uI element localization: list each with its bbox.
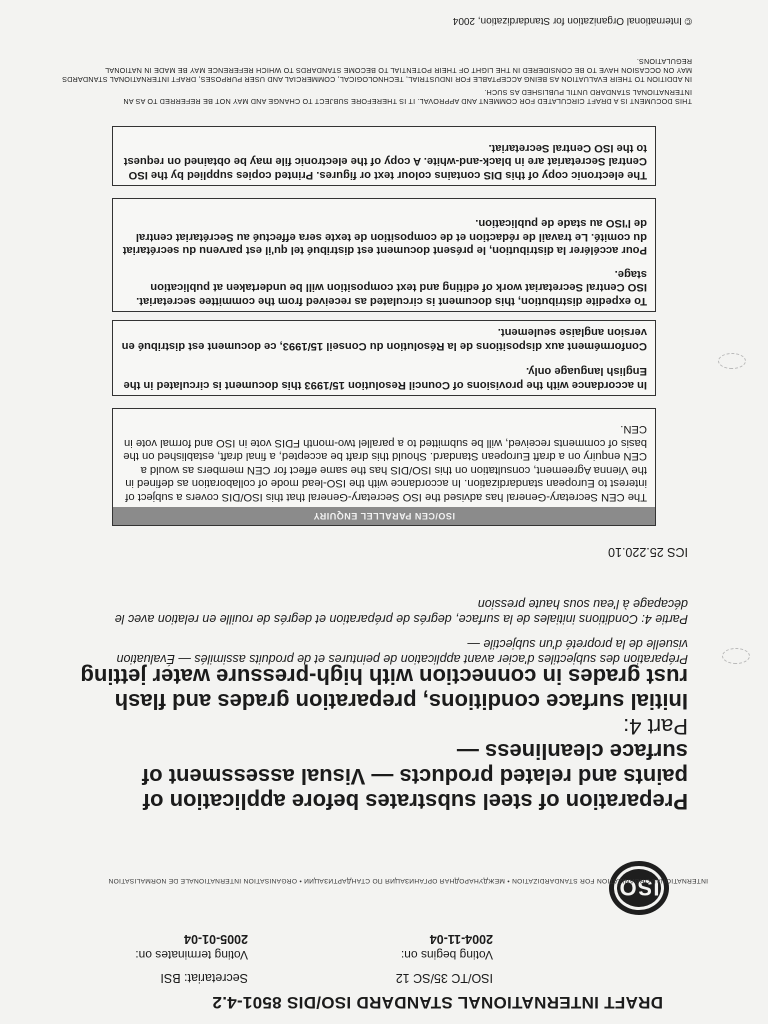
cen-parallel-enquiry-box <box>112 408 656 526</box>
cen-box-text: The CEN Secretary-General has advised the ISO Secretary-General that this ISO/DIS covers a subject of interest to European standardization. In accordance with the ISO-lead mode of collaboration as defined in the Vienna Agreement, consultation on this ISO/DIS has the same effect for CEN members as would a CEN enquiry on a draft European Standard. Should this draft be accepted, a final draft, established on the basis of comments received, will be submitted to a parallel two-month FDIS vote in ISO and formal vote in CEN. <box>123 423 647 503</box>
ics-code: ICS 25.220.10 <box>608 545 688 559</box>
distribution-notice-english: To expedite distribution, this document is circulated as received from the committee secretariat. ISO Central Secretariat work of editing and text composition will be undertaken at publication stage. <box>136 267 647 307</box>
colour-notice-text: The electronic copy of this DIS contains colour text or figures. Printed copies supplied by the ISO Central Secretariat are in black-and-white. A copy of the electronic file may be obtained on request to the ISO Central Secretariat. <box>123 141 647 181</box>
english-title-part: Part 4: <box>623 714 688 739</box>
distribution-notice-french: Pour accélérer la distribution, le présent document est distribué tel qu'il est parvenu du secrétariat du comité. Le travail de rédaction et de composition de texte sera effectué au Secrétariat central de l'ISO au stade de publication. <box>122 217 647 257</box>
committee-reference: ISO/TC 35/SC 12 <box>395 971 493 985</box>
english-title <box>78 664 688 814</box>
language-notice-french: Conformément aux dispositions de la Résolution du Conseil 15/1993, ce document est distribué en version anglaise seulement. <box>121 326 647 352</box>
disclaimer <box>62 53 692 106</box>
english-title-main: Preparation of steel substrates before application of paints and related products — Visual assessment of surface cleanliness — <box>141 739 688 814</box>
voting-begins-date: 2004-11-04 <box>429 932 493 946</box>
cen-box-header: ISO/CEN PARALLEL ENQUIRY <box>113 507 655 525</box>
iso-logo <box>607 858 671 918</box>
voting-terminates-date: 2005-01-04 <box>184 932 248 946</box>
secretariat: Secretariat: BSI <box>160 971 248 985</box>
english-title-sub: Initial surface conditions, preparation grades and flash rust grades in connection with high-pressure water jetting <box>80 664 688 714</box>
document-type-heading: DRAFT INTERNATIONAL STANDARD ISO/DIS 8501-4.2 <box>212 993 663 1012</box>
scan-smudge <box>718 353 746 369</box>
disclaimer-paragraph-2: IN ADDITION TO THEIR EVALUATION AS BEING ACCEPTABLE FOR INDUSTRIAL, TECHNOLOGICAL, COMMERCIAL AND USER PURPOSES, DRAFT INTERNATIONAL STANDARDS MAY ON OCCASION HAVE TO BE CONSIDERED IN THE LIGHT OF THEIR POTENTIAL TO BECOME STANDARDS TO WHICH REFERENCE MAY BE MADE IN NATIONAL REGULATIONS. <box>62 57 692 84</box>
french-title-main: Préparation des subjectiles d'acier avant application de peintures et de produits assimilés — Évaluation visuelle de la propreté d'un subjectile — <box>116 637 688 666</box>
french-title-part: Partie 4: Conditions initiales de la surface, degrés de préparation et degrés de rouille en relation avec le décapage à l'eau sous haute pression <box>114 597 688 626</box>
logo-text: ISO <box>618 875 660 900</box>
voting-begins-label: Voting begins on: <box>400 948 493 962</box>
voting-terminates-label: Voting terminates on: <box>135 948 248 962</box>
distribution-notice-box <box>112 198 656 312</box>
french-title <box>78 586 688 666</box>
scan-smudge <box>722 648 750 664</box>
language-notice-english: In accordance with the provisions of Council Resolution 15/1993 this document is circulated in the English language only. <box>123 365 647 391</box>
language-notice-box <box>112 320 656 396</box>
copyright-notice: © International Organization for Standardization, 2004 <box>452 15 692 26</box>
disclaimer-paragraph-1: THIS DOCUMENT IS A DRAFT CIRCULATED FOR COMMENT AND APPROVAL. IT IS THEREFORE SUBJECT TO CHANGE AND MAY NOT BE REFERRED TO AS AN INTERNATIONAL STANDARD UNTIL PUBLISHED AS SUCH. <box>123 88 692 106</box>
colour-notice-box <box>112 126 656 186</box>
organization-names: INTERNATIONAL ORGANIZATION FOR STANDARDIZATION • МЕЖДУНАРОДНАЯ ОРГАНИЗАЦИЯ ПО СТАНДАРТИЗАЦИИ • ORGANISATION INTERNATIONALE DE NORMALISATION <box>108 877 708 884</box>
